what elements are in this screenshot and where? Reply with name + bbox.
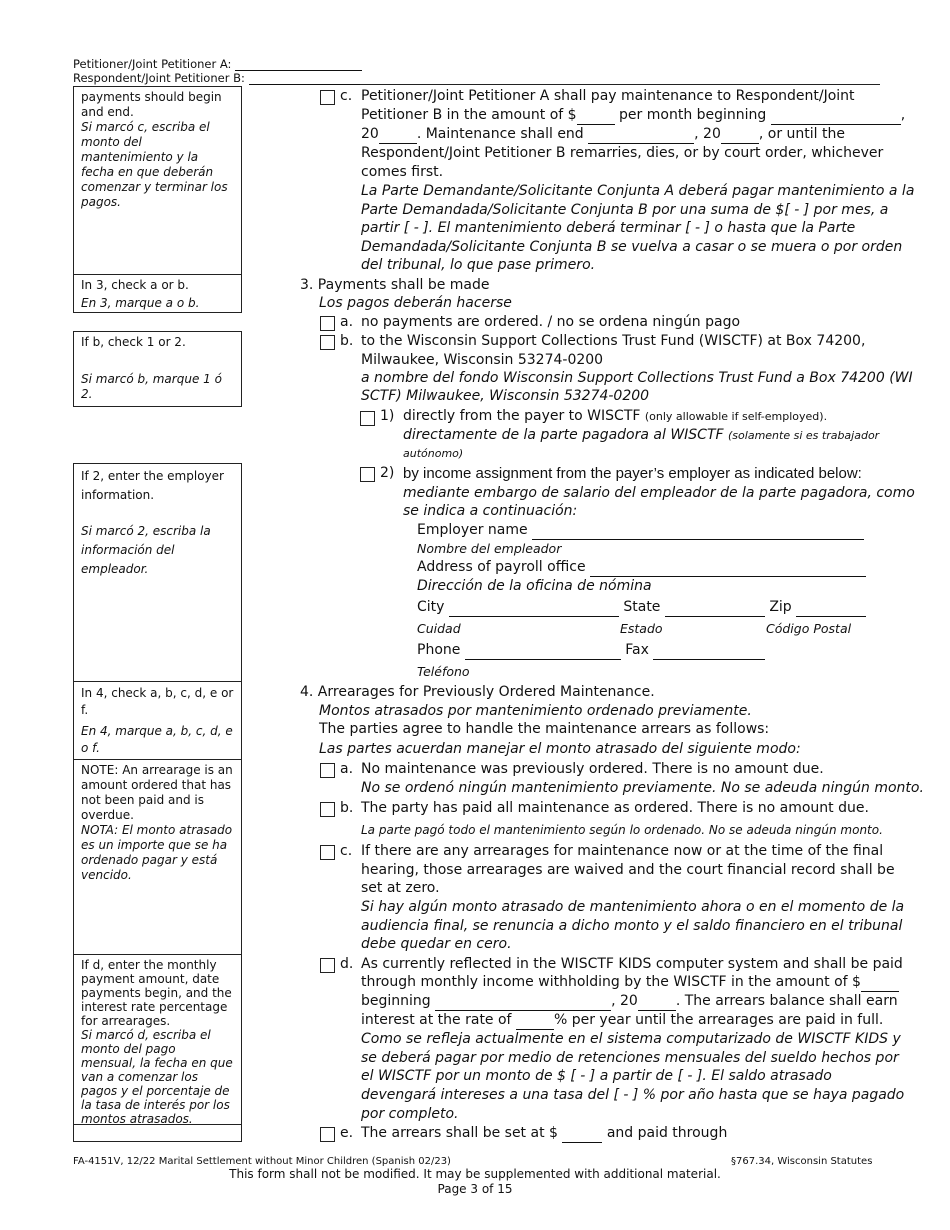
field-label-es: Estado bbox=[620, 621, 663, 636]
option-text: The arrears shall be set at $ and paid through bbox=[361, 1125, 728, 1141]
section-heading: 4. Arrearages for Previously Ordered Maintenance. bbox=[300, 684, 655, 700]
item-letter: b. bbox=[340, 800, 354, 816]
note-text: In 4, check a, b, c, d, e or f. bbox=[81, 686, 234, 717]
clause-text-es: Parte Demandada/Solicitante Conjunta B por una suma de $[ - ] por mes, a bbox=[361, 202, 889, 218]
phone-field[interactable] bbox=[465, 645, 621, 660]
sidebar-note-3 bbox=[73, 274, 242, 313]
option-text: set at zero. bbox=[361, 880, 440, 896]
option-text-es: SCTF) Milwaukee, Wisconsin 53274-0200 bbox=[361, 388, 650, 404]
section-heading-es: Los pagos deberán hacerse bbox=[319, 295, 512, 311]
checkbox-3b1[interactable] bbox=[360, 411, 375, 426]
item-letter: c. bbox=[340, 88, 353, 104]
option-text: The party has paid all maintenance as ordered. There is no amount due. bbox=[361, 800, 869, 816]
note-text-es: Si marcó c, escriba el monto del mantenimiento y la fecha en que deberán comenzar y terminar los pagos. bbox=[81, 120, 228, 209]
note-text-es: Si marcó 2, escriba la información del empleador. bbox=[81, 524, 211, 576]
checkbox-3b[interactable] bbox=[320, 335, 335, 350]
zip-field[interactable] bbox=[796, 602, 866, 617]
option-text: No maintenance was previously ordered. There is no amount due. bbox=[361, 761, 824, 777]
fax-field[interactable] bbox=[653, 645, 765, 660]
clause-text-es: partir [ - ]. El mantenimiento deberá terminar [ - ] o hasta que la Parte bbox=[361, 220, 856, 236]
option-text: If there are any arrearages for maintenance now or at the time of the final bbox=[361, 843, 884, 859]
clause-line: 20 . Maintenance shall end , 20 , or until the bbox=[361, 126, 845, 142]
sidebar-note-empty bbox=[73, 1124, 242, 1142]
sub-option-text: by income assignment from the payer’s employer as indicated below: bbox=[403, 465, 862, 482]
employer-name-field[interactable] bbox=[532, 525, 864, 540]
option-text: no payments are ordered. / no se ordena ningún pago bbox=[361, 314, 741, 330]
note-text: NOTE: An arrearage is an amount ordered that has not been paid and is overdue. bbox=[81, 763, 233, 822]
state-field[interactable] bbox=[665, 602, 765, 617]
section-intro-es: Las partes acuerdan manejar el monto atrasado del siguiente modo: bbox=[319, 741, 801, 757]
petitioner-label: Petitioner/Joint Petitioner A: bbox=[73, 56, 362, 71]
option-text-es: audiencia final, se renuncia a dicho monto y el saldo financiero en el tribunal bbox=[361, 918, 903, 934]
header-rule bbox=[360, 84, 880, 85]
monthly-amount-field[interactable] bbox=[577, 110, 615, 125]
sub-option-number: 1) bbox=[380, 408, 395, 424]
field-label-es: Dirección de la oficina de nómina bbox=[417, 578, 652, 594]
option-text-es: devengará intereses a una tasa del [ - ] % por año hasta que se haya pagado bbox=[361, 1087, 905, 1103]
item-letter: d. bbox=[340, 956, 354, 972]
option-text-es: a nombre del fondo Wisconsin Support Collections Trust Fund a Box 74200 (WI bbox=[361, 370, 913, 386]
checkbox-4d[interactable] bbox=[320, 958, 335, 973]
item-letter: a. bbox=[340, 314, 354, 330]
field-label-es: Cuidad bbox=[417, 621, 461, 636]
option-text: hearing, those arrearages are waived and the court financial record shall be bbox=[361, 862, 895, 878]
item-letter: e. bbox=[340, 1125, 354, 1141]
arrears-amount-field[interactable] bbox=[861, 977, 899, 992]
clause-line: Petitioner B in the amount of $ per month beginning , bbox=[361, 107, 906, 123]
sidebar-note-4 bbox=[73, 681, 242, 760]
field-label-es: Nombre del empleador bbox=[417, 541, 562, 556]
clause-text-es: La Parte Demandante/Solicitante Conjunta A deberá pagar mantenimiento a la bbox=[361, 183, 915, 199]
note-text-es: En 4, marque a, b, c, d, e o f. bbox=[81, 724, 233, 755]
option-text-es: por completo. bbox=[361, 1106, 459, 1122]
option-text-es: La parte pagó todo el mantenimiento según lo ordenado. No se adeuda ningún monto. bbox=[361, 823, 883, 837]
option-text-es: Como se refleja actualmente en el sistema computarizado de WISCTF KIDS y bbox=[361, 1031, 901, 1047]
sidebar-note-arrearage bbox=[73, 759, 242, 955]
field-label-es: Código Postal bbox=[766, 621, 852, 636]
note-text-es: Si marcó d, escriba el monto del pago mensual, la fecha en que van a comenzar los pagos y el porcentaje de la tasa de interés por los montos atrasados. bbox=[81, 1028, 233, 1126]
city-state-zip-row: City State Zip bbox=[417, 598, 866, 617]
arrears-set-amount-field[interactable] bbox=[562, 1128, 602, 1143]
payroll-address-field[interactable] bbox=[590, 562, 866, 577]
checkbox-4a[interactable] bbox=[320, 763, 335, 778]
option-text: through monthly income withholding by the WISCTF in the amount of $ bbox=[361, 973, 899, 992]
clause-text: comes first. bbox=[361, 164, 444, 180]
option-text-es: el WISCTF por un monto de $ [ - ] a partir de [ - ]. El saldo atrasado bbox=[361, 1068, 832, 1084]
phone-fax-row: Phone Fax bbox=[417, 641, 765, 660]
checkbox-4e[interactable] bbox=[320, 1127, 335, 1142]
section-intro: The parties agree to handle the maintenance arrears as follows: bbox=[319, 721, 770, 737]
checkbox-3a[interactable] bbox=[320, 316, 335, 331]
option-text-es: se deberá pagar por medio de retenciones mensuales del sueldo hechos por bbox=[361, 1050, 899, 1066]
field-label-es: Teléfono bbox=[417, 664, 470, 679]
respondent-name-field[interactable] bbox=[249, 70, 364, 85]
checkbox-4c[interactable] bbox=[320, 845, 335, 860]
statute-reference: §767.34, Wisconsin Statutes bbox=[731, 1156, 873, 1167]
city-field[interactable] bbox=[449, 602, 619, 617]
sub-option-number: 2) bbox=[380, 465, 395, 481]
note-text-es: En 3, marque a o b. bbox=[81, 296, 200, 310]
section-heading-es: Montos atrasados por mantenimiento ordenado previamente. bbox=[319, 703, 752, 719]
option-text: interest at the rate of % per year until the arrearages are paid in full. bbox=[361, 1012, 884, 1028]
checkbox-3b2[interactable] bbox=[360, 467, 375, 482]
respondent-label: Respondent/Joint Petitioner B: bbox=[73, 70, 364, 85]
start-year-field[interactable] bbox=[379, 129, 417, 144]
option-text: Milwaukee, Wisconsin 53274-0200 bbox=[361, 352, 604, 368]
clause-text-es: Demandada/Solicitante Conjunta B se vuelva a casar o se muera o por orden bbox=[361, 239, 903, 255]
arrears-start-year-field[interactable] bbox=[638, 996, 676, 1011]
option-text-es: debe quedar en cero. bbox=[361, 936, 512, 952]
note-text: If b, check 1 or 2. bbox=[81, 335, 186, 349]
sub-option-text: directly from the payer to WISCTF (only allowable if self-employed). bbox=[403, 408, 828, 424]
section-heading: 3. Payments shall be made bbox=[300, 277, 490, 293]
clause-text-es: del tribunal, lo que pase primero. bbox=[361, 257, 596, 273]
item-letter: a. bbox=[340, 761, 354, 777]
option-text-es: No se ordenó ningún mantenimiento previamente. No se adeuda ningún monto. bbox=[361, 780, 924, 796]
note-text-es: Si marcó b, marque 1 ó 2. bbox=[81, 372, 222, 401]
option-text: As currently reflected in the WISCTF KIDS computer system and shall be paid bbox=[361, 956, 903, 972]
sub-option-text-es: mediante embargo de salario del empleador de la parte pagadora, como bbox=[403, 485, 915, 501]
note-text: In 3, check a or b. bbox=[81, 278, 189, 292]
checkbox-2c[interactable] bbox=[320, 90, 335, 105]
checkbox-4b[interactable] bbox=[320, 802, 335, 817]
note-text: If d, enter the monthly payment amount, date payments begin, and the interest rate percentage for arrearages. bbox=[81, 958, 232, 1028]
sidebar-note-employer bbox=[73, 463, 242, 682]
modification-notice: This form shall not be modified. It may be supplemented with additional material. bbox=[229, 1167, 721, 1181]
page-number: Page 3 of 15 bbox=[437, 1182, 513, 1196]
item-letter: b. bbox=[340, 333, 354, 349]
note-text: If 2, enter the employer information. bbox=[81, 469, 224, 502]
sub-option-text-es: autónomo) bbox=[403, 447, 464, 460]
option-text: beginning , 20 . The arrears balance shall earn bbox=[361, 993, 898, 1009]
note-text-es: NOTA: El monto atrasado es un importe que se ha ordenado pagar y está vencido. bbox=[81, 823, 233, 882]
sidebar-note-3b bbox=[73, 331, 242, 407]
arrears-start-date-field[interactable] bbox=[435, 996, 611, 1011]
end-year-field[interactable] bbox=[721, 129, 759, 144]
option-text-es: Si hay algún monto atrasado de mantenimiento ahora o en el momento de la bbox=[361, 899, 905, 915]
petitioner-name-field[interactable] bbox=[235, 56, 362, 71]
start-date-field[interactable] bbox=[771, 110, 901, 125]
form-id: FA-4151V, 12/22 Marital Settlement without Minor Children (Spanish 02/23) bbox=[73, 1156, 451, 1167]
item-letter: c. bbox=[340, 843, 353, 859]
payroll-address-row: Address of payroll office bbox=[417, 558, 866, 577]
end-date-field[interactable] bbox=[588, 129, 694, 144]
employer-name-row: Employer name bbox=[417, 521, 864, 540]
interest-rate-field[interactable] bbox=[516, 1015, 554, 1030]
clause-text: Respondent/Joint Petitioner B remarries, dies, or by court order, whichever bbox=[361, 145, 884, 161]
note-text: payments should begin and end. bbox=[81, 90, 222, 119]
sidebar-note-2c bbox=[73, 86, 242, 275]
clause-text: Petitioner/Joint Petitioner A shall pay maintenance to Respondent/Joint bbox=[361, 88, 855, 104]
option-text: to the Wisconsin Support Collections Trust Fund (WISCTF) at Box 74200, bbox=[361, 333, 866, 349]
sub-option-text-es: directamente de la parte pagadora al WISCTF (solamente si es trabajador bbox=[403, 427, 880, 443]
sub-option-text-es: se indica a continuación: bbox=[403, 503, 578, 519]
sidebar-note-4d bbox=[73, 954, 242, 1125]
